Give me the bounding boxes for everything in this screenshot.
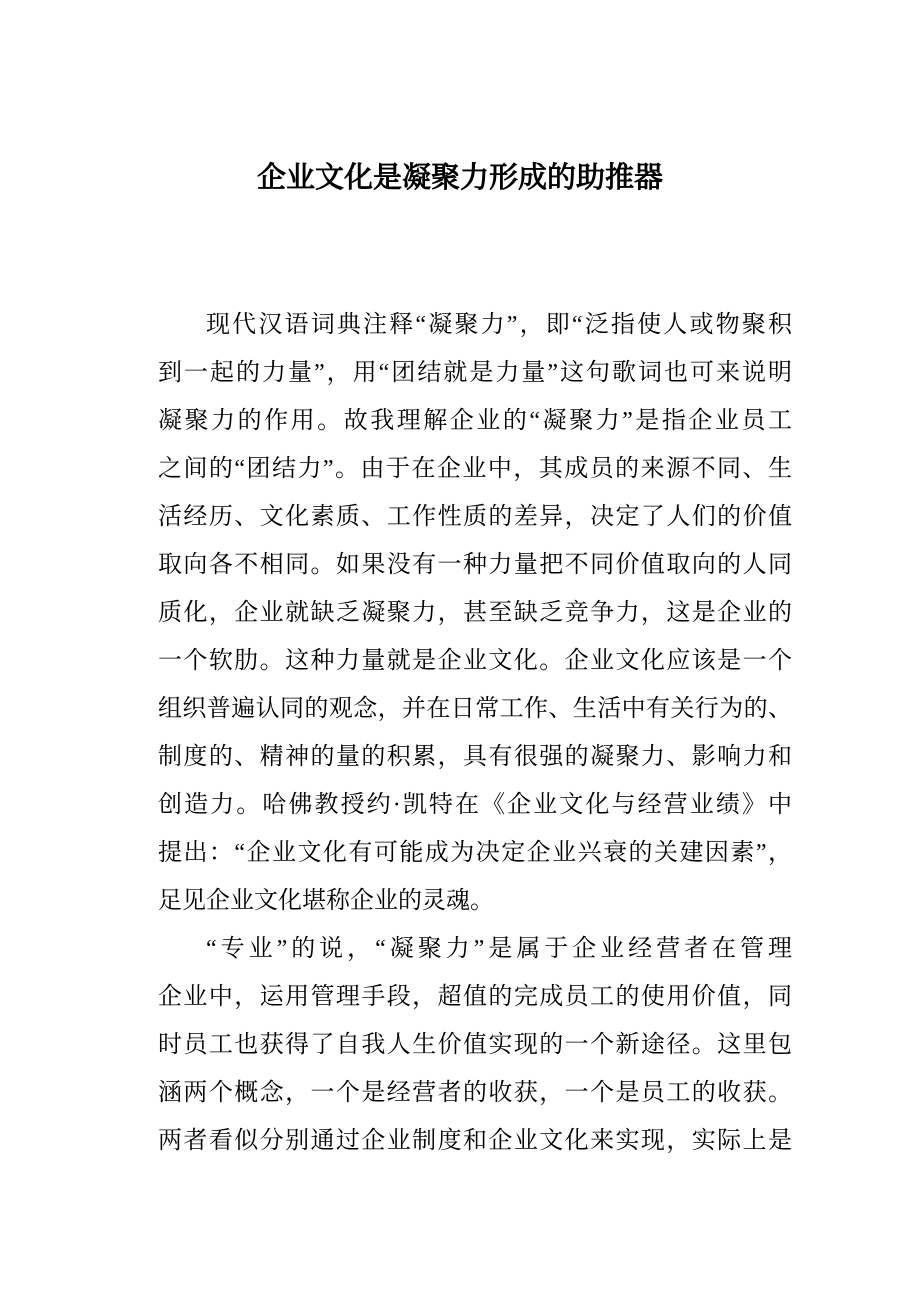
paragraph-1: [158, 301, 792, 925]
text-line: 时员工也获得了自我人生价值实现的一个新途径。这里包: [158, 1032, 792, 1058]
text-line: 企业中，运用管理手段，超值的完成员工的使用价值，同: [158, 984, 792, 1010]
paragraph-2: [158, 925, 792, 1165]
text-line: 组织普遍认同的观念，并在日常工作、生活中有关行为的、: [158, 696, 792, 722]
text-line: 制度的、精神的量的积累，具有很强的凝聚力、影响力和: [158, 744, 792, 770]
text-line: 凝聚力的作用。故我理解企业的“凝聚力”是指企业员工: [158, 408, 792, 434]
text-line: 两者看似分别通过企业制度和企业文化来实现，实际上是: [158, 1128, 792, 1154]
text-line: 之间的“团结力”。由于在企业中，其成员的来源不同、生: [158, 456, 792, 482]
text-line: “专业”的说，“凝聚力”是属于企业经营者在管理: [206, 936, 792, 962]
text-line: 涵两个概念，一个是经营者的收获，一个是员工的收获。: [158, 1080, 792, 1106]
text-line: 取向各不相同。如果没有一种力量把不同价值取向的人同: [158, 552, 792, 578]
text-line: 足见企业文化堪称企业的灵魂。: [158, 888, 494, 914]
text-line: 提出：“企业文化有可能成为决定企业兴衰的关建因素”，: [158, 840, 792, 866]
text-line: 创造力。哈佛教授约·凯特在《企业文化与经营业绩》中: [158, 792, 792, 818]
text-line: 质化，企业就缺乏凝聚力，甚至缺乏竞争力，这是企业的: [158, 600, 792, 626]
text-line: 到一起的力量”，用“团结就是力量”这句歌词也可来说明: [158, 360, 792, 386]
document-title: 企业文化是凝聚力形成的助推器: [256, 162, 663, 194]
text-line: 一个软肋。这种力量就是企业文化。企业文化应该是一个: [158, 648, 792, 674]
text-line: 活经历、文化素质、工作性质的差异，决定了人们的价值: [158, 504, 792, 530]
text-line: 现代汉语词典注释“凝聚力”，即“泛指使人或物聚积: [206, 312, 792, 338]
document-body: [158, 301, 792, 1165]
